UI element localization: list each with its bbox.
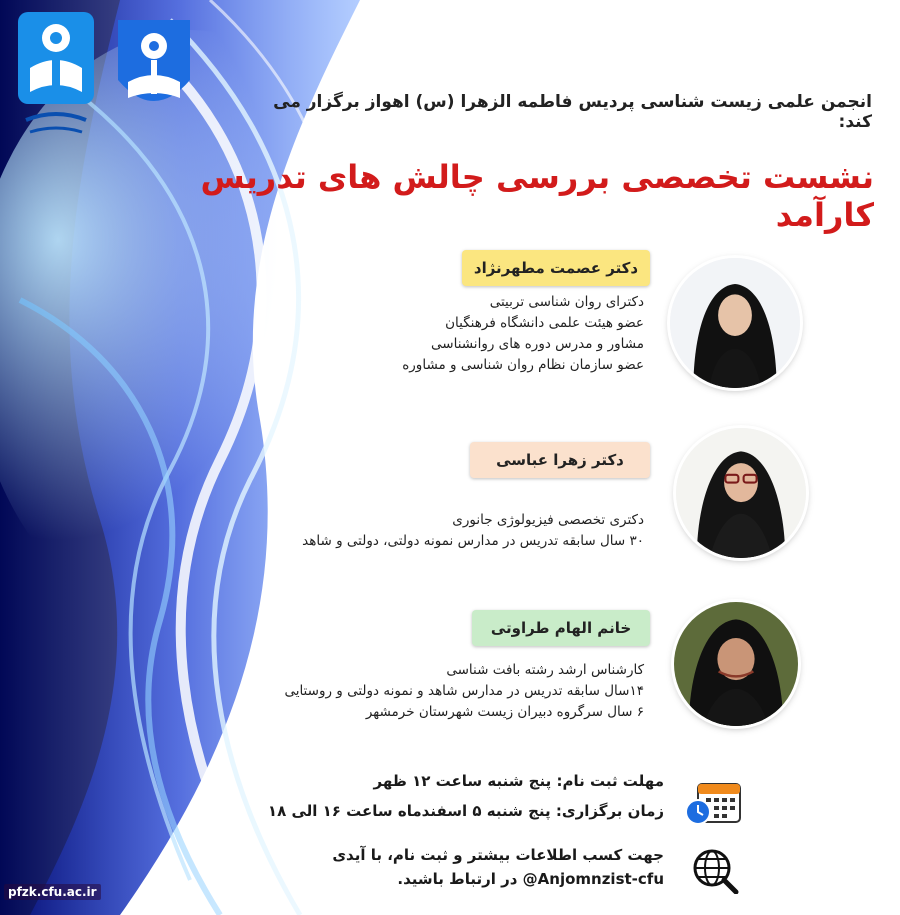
globe-search-icon xyxy=(690,846,740,894)
speaker-name: دکتر زهرا عباسی xyxy=(470,442,650,478)
contact-line xyxy=(397,870,664,888)
speaker-bio xyxy=(244,292,644,376)
bio-line: کارشناس ارشد رشته بافت شناسی xyxy=(446,662,644,678)
university-logo xyxy=(12,8,100,148)
site-watermark: pfzk.cfu.ac.ir xyxy=(4,884,101,900)
registration-deadline: مهلت ثبت نام: پنج شنبه ساعت ۱۲ ظهر xyxy=(373,772,664,790)
event-time: زمان برگزاری: پنج شنبه ۵ اسفندماه ساعت ۱۶ الی ۱۸ xyxy=(267,802,664,820)
bio-line: ۶ سال سرگروه دبیران زیست شهرستان خرمشهر xyxy=(365,704,644,720)
bio-line: ۱۴سال سابقه تدریس در مدارس شاهد و نمونه دولتی و روستایی xyxy=(284,683,644,699)
bio-line: ۳۰ سال سابقه تدریس در مدارس نمونه دولتی، دولتی و شاهد xyxy=(302,533,644,549)
calendar-clock-icon xyxy=(684,780,742,826)
bio-line: عضو سازمان نظام روان شناسی و مشاوره xyxy=(402,357,644,373)
contact-handle: @Anjomnzist-cfu xyxy=(522,870,664,888)
organizer-line: انجمن علمی زیست شناسی پردیس فاطمه الزهرا (س) اهواز برگزار می کند: xyxy=(273,92,872,132)
speaker-name: دکتر عصمت مطهرنژاد xyxy=(462,250,650,286)
speaker-bio xyxy=(184,510,644,552)
bio-line: مشاور و مدرس دوره های روانشناسی xyxy=(431,336,644,352)
event-title: نشست تخصصی بررسی چالش های تدریس کارآمد xyxy=(200,158,874,234)
speaker-photo xyxy=(676,428,806,558)
speaker-name: خانم الهام طراوتی xyxy=(472,610,650,646)
contact-line: جهت کسب اطلاعات بیشتر و ثبت نام، با آیدی xyxy=(332,846,664,864)
bio-line: دکتری تخصصی فیزیولوژی جانوری xyxy=(452,512,644,528)
speaker-photo xyxy=(670,258,800,388)
bio-line: دکترای روان شناسی تربیتی xyxy=(489,294,644,310)
contact-suffix: در ارتباط باشید. xyxy=(397,870,518,888)
bio-line: عضو هیئت علمی دانشگاه فرهنگیان xyxy=(445,315,644,331)
farhangian-emblem xyxy=(108,10,200,128)
speaker-bio xyxy=(174,660,644,723)
speaker-photo xyxy=(674,602,798,726)
